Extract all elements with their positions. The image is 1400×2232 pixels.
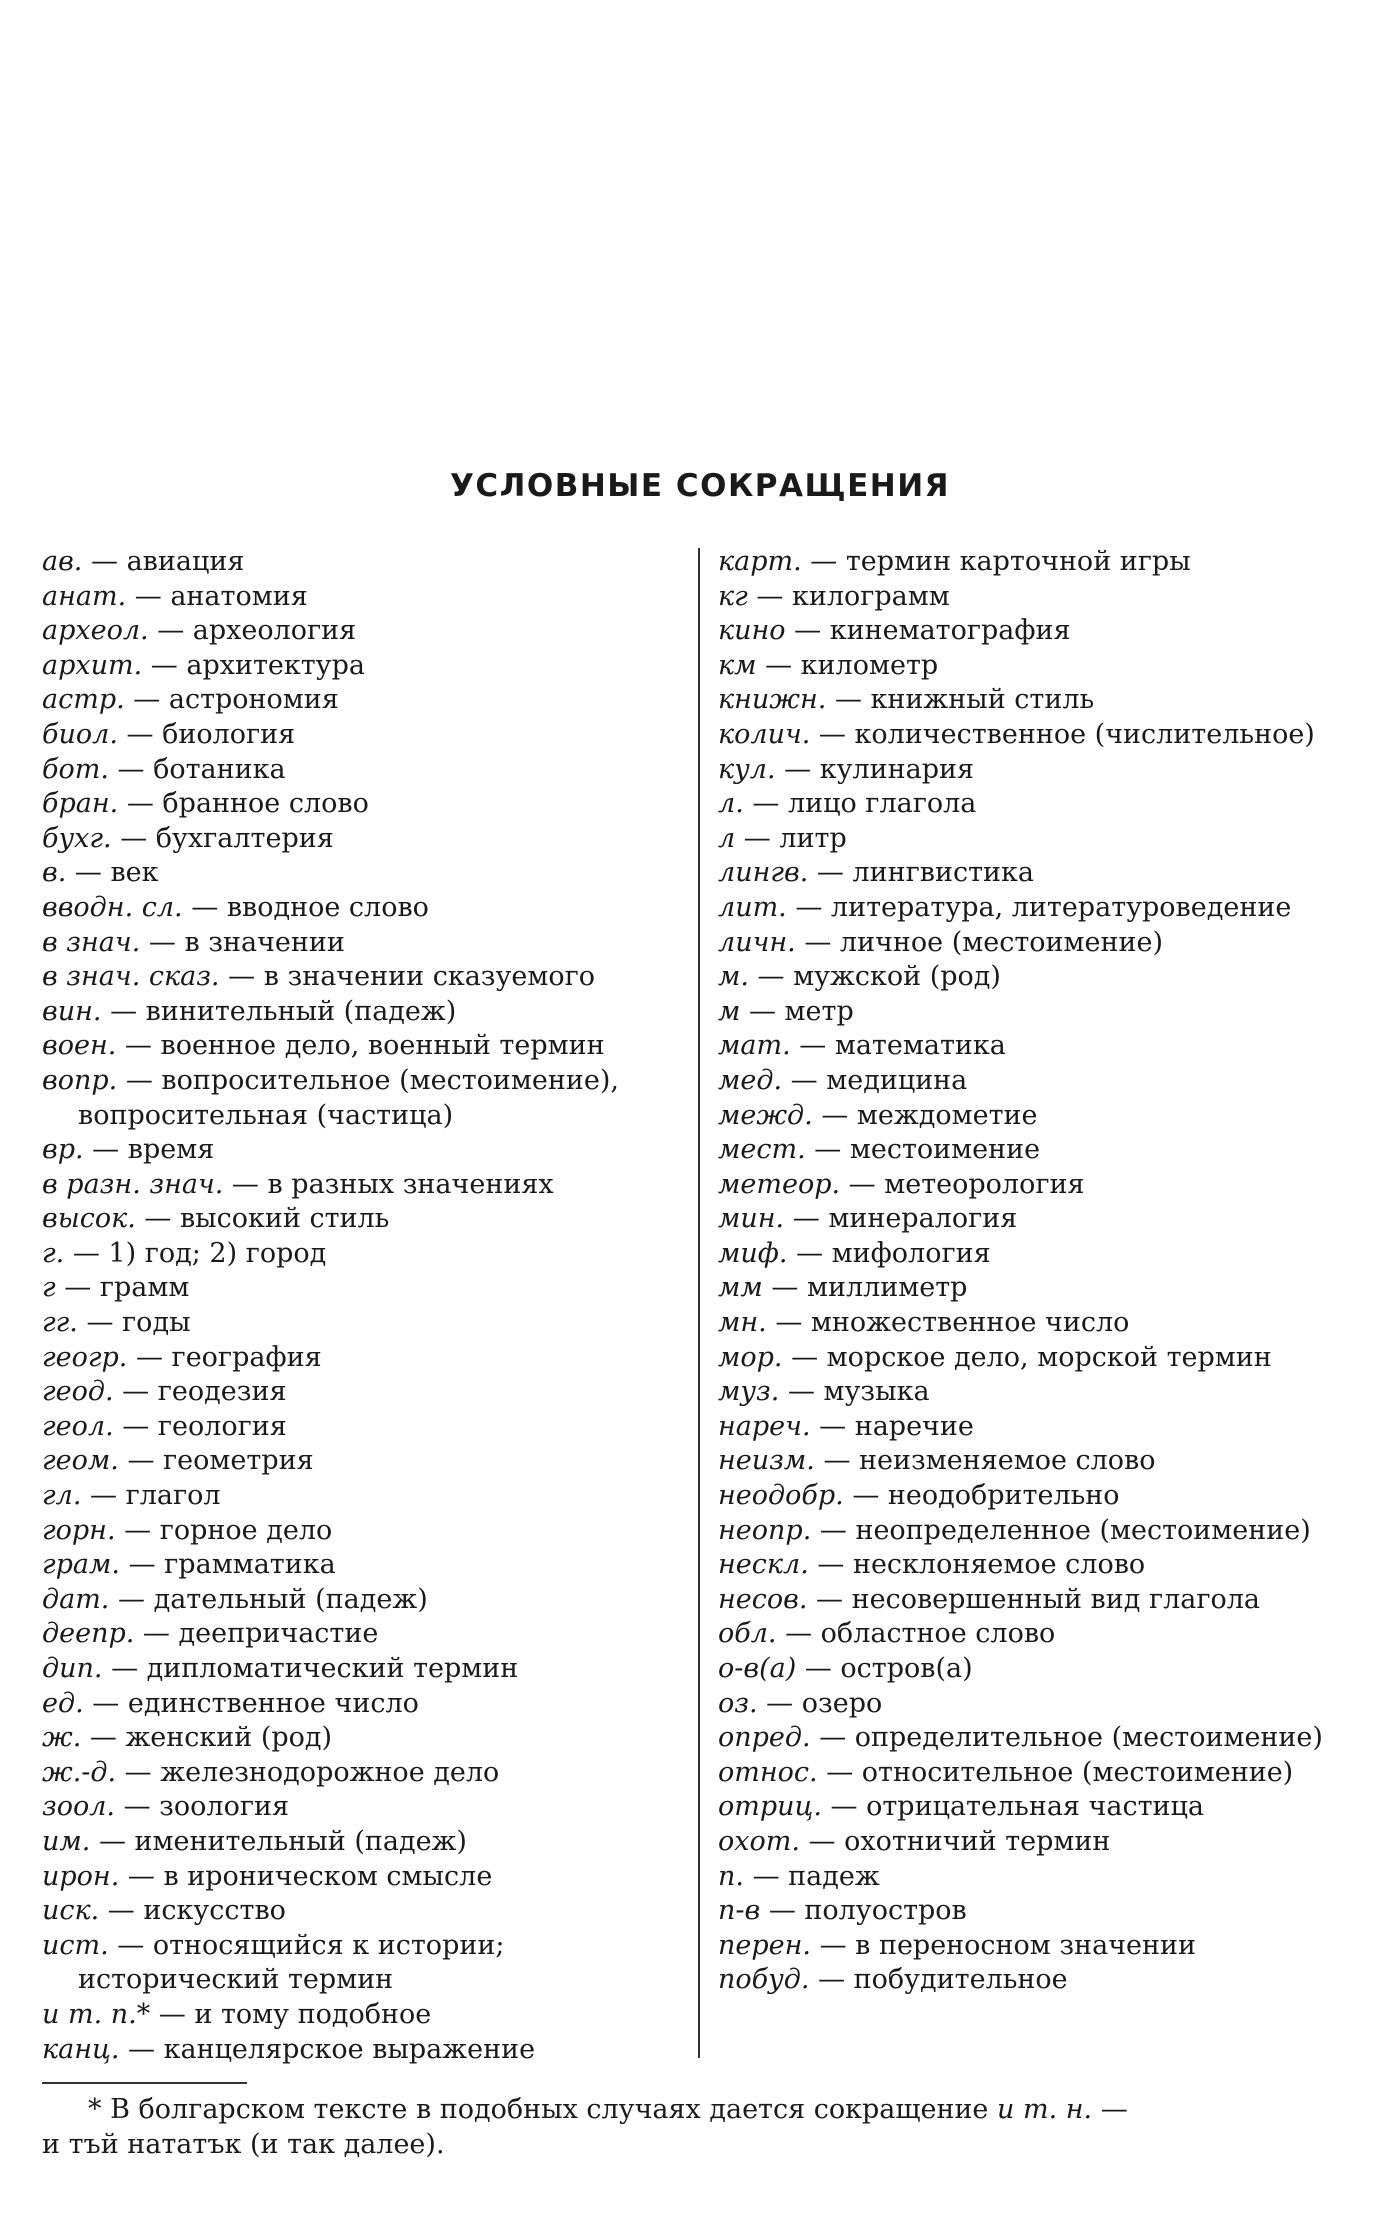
abbreviation-term: побуд. — [718, 1964, 810, 1996]
abbreviation-meaning: — винительный (падеж) — [101, 995, 457, 1027]
abbreviation-term: нареч. — [718, 1410, 811, 1442]
abbreviation-meaning: — неодобрительно — [843, 1480, 1120, 1512]
abbreviation-entry — [42, 1168, 682, 1203]
abbreviation-term: вопр. — [42, 1064, 118, 1096]
abbreviation-meaning: — геология — [113, 1410, 287, 1442]
abbreviation-entry — [718, 683, 1358, 718]
abbreviation-entry — [718, 1099, 1358, 1134]
abbreviation-meaning: — литр — [735, 822, 847, 854]
abbreviation-entry — [42, 1721, 682, 1756]
abbreviation-entry — [718, 1548, 1358, 1583]
abbreviation-term: отриц. — [718, 1791, 822, 1823]
abbreviation-entry — [42, 926, 682, 961]
abbreviation-meaning: — мифология — [787, 1237, 991, 1269]
abbreviation-meaning: — 1) год; 2) город — [64, 1237, 327, 1269]
footnote-rule — [42, 2082, 247, 2084]
abbreviation-meaning: — побудительное — [809, 1964, 1068, 1996]
abbreviation-term: мест. — [718, 1134, 806, 1166]
abbreviation-term: бухг. — [42, 822, 112, 854]
abbreviation-meaning: — километр — [756, 649, 939, 681]
abbreviation-meaning: — горное дело — [115, 1514, 333, 1546]
abbreviation-term: бран. — [42, 788, 119, 820]
abbreviation-meaning: — охотничий термин — [799, 1825, 1111, 1857]
abbreviation-entry — [718, 1410, 1358, 1445]
abbreviation-entry — [42, 649, 682, 684]
abbreviation-term: вин. — [42, 995, 102, 1027]
abbreviation-meaning: — авиация — [82, 546, 245, 577]
abbreviation-term: гл. — [42, 1480, 82, 1512]
abbreviation-meaning: — медицина — [782, 1064, 968, 1096]
abbreviation-meaning: — килограмм — [747, 580, 950, 612]
abbreviation-meaning: — дипломатический термин — [102, 1653, 519, 1684]
abbreviation-entry — [718, 1202, 1358, 1237]
abbreviation-meaning: — остров(а) — [796, 1653, 973, 1684]
abbreviation-meaning: — лицо глагола — [743, 788, 977, 820]
abbreviation-term: вводн. сл. — [42, 891, 183, 923]
abbreviation-entry — [718, 1444, 1358, 1479]
abbreviation-term: археол. — [42, 615, 149, 647]
abbreviation-term: вр. — [42, 1134, 84, 1166]
abbreviation-entry — [42, 1860, 682, 1895]
abbreviation-meaning: — определительное (местоимение) — [810, 1722, 1323, 1754]
abbreviation-term: ист. — [42, 1929, 109, 1961]
abbreviation-meaning: — грамматика — [120, 1549, 336, 1581]
abbreviation-term: относ. — [718, 1756, 818, 1788]
abbreviation-entry — [42, 1514, 682, 1549]
abbreviation-term: неодобр. — [718, 1480, 844, 1512]
page-title: УСЛОВНЫЕ СОКРАЩЕНИЯ — [449, 468, 951, 504]
abbreviation-term: неизм. — [718, 1445, 815, 1477]
abbreviation-term: г. — [42, 1237, 65, 1269]
abbreviation-meaning: — анатомия — [126, 580, 308, 612]
abbreviation-entry — [42, 891, 682, 926]
abbreviation-term: мин. — [718, 1203, 785, 1235]
abbreviation-term: перен. — [718, 1929, 811, 1961]
abbreviation-entry — [718, 1894, 1358, 1929]
abbreviation-entry — [42, 1444, 682, 1479]
abbreviation-entry — [42, 580, 682, 615]
abbreviation-entry — [718, 1963, 1358, 1998]
abbreviation-meaning: — деепричастие — [134, 1618, 379, 1650]
footnote — [42, 2092, 1342, 2162]
abbreviation-meaning: — в значении сказуемого — [219, 961, 596, 993]
abbreviation-term: обл. — [718, 1618, 777, 1650]
abbreviation-term: лит. — [718, 891, 787, 923]
abbreviation-meaning: — в переносном значении — [811, 1929, 1197, 1961]
abbreviation-term: л — [718, 822, 736, 854]
abbreviation-term: охот. — [718, 1825, 800, 1857]
abbreviation-entry — [718, 1687, 1358, 1722]
abbreviation-meaning: — полуостров — [760, 1895, 967, 1927]
abbreviation-term: межд. — [718, 1099, 813, 1131]
abbreviation-term: геол. — [42, 1410, 114, 1442]
abbreviation-meaning: — археология — [148, 615, 357, 647]
abbreviation-entry — [718, 1617, 1358, 1652]
abbreviation-term: им. — [42, 1825, 91, 1857]
abbreviation-term: ед. — [42, 1687, 84, 1719]
abbreviation-meaning: — в значении — [140, 926, 345, 958]
footnote-text: * В болгарском тексте в подобных случаях дается сокращение — [88, 2094, 997, 2125]
abbreviation-meaning: — неопределенное (местоимение) — [811, 1514, 1311, 1546]
abbreviation-term: ирон. — [42, 1860, 120, 1892]
abbreviation-entry — [718, 614, 1358, 649]
abbreviation-term: биол. — [42, 718, 118, 750]
abbreviation-term: ав. — [42, 546, 83, 577]
abbreviation-meaning: — женский (род) — [81, 1722, 333, 1754]
abbreviation-meaning: — грамм — [55, 1272, 190, 1304]
abbreviation-term: воен. — [42, 1030, 117, 1062]
abbreviation-term: кул. — [718, 753, 776, 785]
abbreviation-term: бот. — [42, 753, 109, 785]
abbreviation-term: лингв. — [718, 857, 809, 889]
abbreviation-term: геод. — [42, 1376, 114, 1408]
abbreviation-meaning: — метеорология — [840, 1168, 1085, 1200]
abbreviation-term: кг — [718, 580, 748, 612]
abbreviation-term: ж. — [42, 1722, 82, 1754]
abbreviation-entry — [718, 1790, 1358, 1825]
abbreviation-meaning: — озеро — [757, 1687, 883, 1719]
abbreviation-entry — [718, 753, 1358, 788]
abbreviation-entry — [42, 1548, 682, 1583]
abbreviation-entry — [42, 1133, 682, 1168]
abbreviation-meaning: — несклоняемое слово — [808, 1549, 1146, 1581]
abbreviation-meaning: — местоимение — [805, 1134, 1041, 1166]
abbreviation-entry — [42, 1237, 682, 1272]
abbreviation-entry — [718, 787, 1358, 822]
column-divider — [698, 548, 700, 2058]
abbreviation-meaning: — относительное (местоимение) — [817, 1756, 1294, 1788]
abbreviation-meaning: — метр — [740, 995, 854, 1027]
abbreviation-entry — [718, 1514, 1358, 1549]
abbreviation-term: кино — [718, 615, 786, 647]
abbreviation-term: л. — [718, 788, 744, 820]
abbreviation-term: в знач. — [42, 926, 141, 958]
abbreviation-entry — [42, 1271, 682, 1306]
abbreviation-meaning: — вводное слово — [182, 891, 429, 923]
abbreviation-entry — [42, 614, 682, 649]
abbreviation-entry — [42, 1202, 682, 1237]
abbreviation-meaning: — несовершенный вид глагола — [807, 1583, 1261, 1615]
abbreviation-meaning: — геометрия — [118, 1445, 314, 1477]
abbreviation-meaning: — лингвистика — [808, 857, 1034, 889]
abbreviation-entry — [718, 1756, 1358, 1791]
abbreviation-term: зоол. — [42, 1791, 116, 1823]
abbreviation-entry — [42, 1341, 682, 1376]
abbreviation-entry — [718, 1860, 1358, 1895]
abbreviation-meaning: — количественное (числительное) — [810, 718, 1315, 750]
abbreviation-entry — [718, 1929, 1358, 1964]
abbreviation-meaning: — железнодорожное дело — [116, 1756, 500, 1788]
abbreviation-term: мат. — [718, 1030, 791, 1062]
abbreviation-meaning: — музыка — [779, 1376, 930, 1408]
abbreviation-term: муз. — [718, 1376, 780, 1408]
abbreviation-entry — [42, 856, 682, 891]
abbreviation-meaning: — морское дело, морской термин — [782, 1341, 1272, 1373]
abbreviation-entry — [42, 1790, 682, 1825]
abbreviation-term: п. — [718, 1860, 744, 1892]
abbreviation-meaning: — минералогия — [784, 1203, 1018, 1235]
abbreviation-term: книжн. — [718, 684, 827, 716]
abbreviation-entry — [42, 1479, 682, 1514]
abbreviation-term: оз. — [718, 1687, 758, 1719]
abbreviation-meaning: — множественное число — [766, 1307, 1130, 1339]
abbreviation-term: гг. — [42, 1307, 78, 1339]
abbreviation-term: мор. — [718, 1341, 783, 1373]
abbreviation-meaning: — падеж — [743, 1860, 880, 1892]
abbreviation-entry — [718, 580, 1358, 615]
abbreviation-term: и т. п.* — [42, 1998, 151, 2030]
abbreviation-term: метеор. — [718, 1168, 841, 1200]
abbreviation-term: несов. — [718, 1583, 808, 1615]
abbreviation-entry — [42, 753, 682, 788]
abbreviation-meaning: — кинематография — [785, 615, 1071, 647]
abbreviation-entry — [718, 1271, 1358, 1306]
abbreviation-term: деепр. — [42, 1618, 135, 1650]
abbreviation-meaning: — век — [66, 857, 159, 889]
abbreviation-meaning: — бухгалтерия — [111, 822, 334, 854]
abbreviation-entry — [42, 1306, 682, 1341]
abbreviation-term: в знач. сказ. — [42, 961, 220, 993]
abbreviation-entry — [718, 1583, 1358, 1618]
abbreviation-meaning: — искусство — [99, 1895, 286, 1927]
abbreviation-term: дип. — [42, 1653, 103, 1684]
abbreviation-meaning: — высокий стиль — [135, 1203, 390, 1235]
abbreviation-meaning: — астрономия — [124, 684, 339, 716]
abbreviation-entry — [42, 1894, 682, 1929]
abbreviation-entry — [718, 995, 1358, 1030]
abbreviation-term: архит. — [42, 649, 143, 681]
abbreviation-entry — [42, 960, 682, 995]
abbreviation-term: геогр. — [42, 1341, 128, 1373]
abbreviation-meaning: — наречие — [810, 1410, 974, 1442]
abbreviation-meaning: — годы — [77, 1307, 191, 1339]
abbreviation-term: анат. — [42, 580, 127, 612]
abbreviation-meaning: — миллиметр — [762, 1272, 968, 1304]
abbreviation-term: м. — [718, 961, 749, 993]
abbreviation-term: м — [718, 995, 741, 1027]
abbreviation-entry — [718, 1721, 1358, 1756]
abbreviation-entry — [42, 2033, 682, 2068]
abbreviation-term: миф. — [718, 1237, 788, 1269]
abbreviation-meaning: — математика — [790, 1030, 1006, 1062]
abbreviation-meaning: — география — [127, 1341, 322, 1373]
abbreviation-entry — [42, 1617, 682, 1652]
abbreviation-entry — [42, 1998, 682, 2033]
abbreviation-meaning: — именительный (падеж) — [90, 1825, 467, 1857]
abbreviation-entry — [42, 1583, 682, 1618]
abbreviation-entry — [42, 545, 682, 580]
abbreviation-entry — [42, 1029, 682, 1064]
abbreviation-term: мед. — [718, 1064, 783, 1096]
abbreviation-entry — [42, 1756, 682, 1791]
abbreviation-meaning: — в разных значениях — [223, 1168, 554, 1200]
abbreviation-entry — [718, 1306, 1358, 1341]
abbreviation-meaning: — книжный стиль — [826, 684, 1095, 716]
abbreviation-entry — [718, 718, 1358, 753]
abbreviation-entry — [718, 926, 1358, 961]
abbreviation-term: г — [42, 1272, 56, 1304]
abbreviation-meaning: — мужской (род) — [748, 961, 1001, 993]
abbreviation-term: канц. — [42, 2033, 120, 2065]
abbreviation-term: дат. — [42, 1583, 110, 1615]
abbreviation-term: нескл. — [718, 1549, 809, 1581]
abbreviation-meaning: — вопросительное (местоимение), вопросительная (частица) — [78, 1064, 619, 1131]
abbreviation-term: км — [718, 649, 757, 681]
footnote-line-1 — [42, 2092, 1342, 2127]
abbreviation-meaning: — канцелярское выражение — [119, 2033, 536, 2065]
abbreviation-term: горн. — [42, 1514, 116, 1546]
abbreviation-meaning: — архитектура — [142, 649, 365, 681]
abbreviation-entry — [718, 960, 1358, 995]
abbreviation-term: неопр. — [718, 1514, 812, 1546]
abbreviation-meaning: — кулинария — [775, 753, 975, 785]
abbreviation-meaning: — зоология — [115, 1791, 289, 1823]
abbreviation-entry — [42, 1652, 682, 1687]
abbreviation-entry — [42, 683, 682, 718]
abbreviation-meaning: — междометие — [812, 1099, 1038, 1131]
abbreviations-left-column — [42, 545, 682, 2067]
abbreviation-meaning: — ботаника — [108, 753, 286, 785]
abbreviation-term: высок. — [42, 1203, 136, 1235]
abbreviation-term: мм — [718, 1272, 763, 1304]
abbreviation-term: ж.-д. — [42, 1756, 117, 1788]
abbreviation-meaning: — в ироническом смысле — [119, 1860, 493, 1892]
abbreviation-meaning: — единственное число — [83, 1687, 419, 1719]
abbreviation-entry — [718, 822, 1358, 857]
abbreviation-term: иск. — [42, 1895, 100, 1927]
abbreviation-term: о-в(а) — [718, 1653, 797, 1684]
footnote-line-2: и тъй нататък (и так далее). — [42, 2129, 445, 2160]
abbreviation-term: в разн. знач. — [42, 1168, 224, 1200]
abbreviation-entry — [42, 1375, 682, 1410]
abbreviation-meaning: — термин карточной игры — [801, 546, 1191, 577]
abbreviation-meaning: — относящийся к истории; исторический термин — [78, 1929, 505, 1996]
abbreviation-entry — [718, 649, 1358, 684]
abbreviation-meaning: — отрицательная частица — [821, 1791, 1204, 1823]
abbreviation-entry — [718, 1825, 1358, 1860]
footnote-dash: — — [1092, 2094, 1128, 2125]
abbreviation-entry — [718, 1064, 1358, 1099]
abbreviation-meaning: — неизменяемое слово — [814, 1445, 1156, 1477]
abbreviation-meaning: — биология — [117, 718, 296, 750]
abbreviation-term: мн. — [718, 1307, 767, 1339]
abbreviation-entry — [42, 1687, 682, 1722]
abbreviation-entry — [42, 1825, 682, 1860]
abbreviation-entry — [42, 995, 682, 1030]
abbreviation-meaning: — бранное слово — [118, 788, 369, 820]
abbreviation-term: колич. — [718, 718, 811, 750]
abbreviation-term: опред. — [718, 1722, 811, 1754]
abbreviation-entry — [718, 1133, 1358, 1168]
footnote-abbr: и т. н. — [997, 2094, 1093, 2125]
abbreviation-entry — [718, 1479, 1358, 1514]
abbreviation-entry — [42, 787, 682, 822]
abbreviation-entry — [718, 1029, 1358, 1064]
abbreviation-meaning: — дательный (падеж) — [109, 1583, 428, 1615]
abbreviation-entry — [718, 1375, 1358, 1410]
abbreviation-entry — [718, 856, 1358, 891]
abbreviation-entry — [42, 1064, 682, 1133]
abbreviation-entry — [718, 1168, 1358, 1203]
abbreviation-entry — [718, 891, 1358, 926]
abbreviation-entry — [718, 545, 1358, 580]
abbreviation-entry — [42, 822, 682, 857]
abbreviation-term: геом. — [42, 1445, 119, 1477]
abbreviation-entry — [42, 718, 682, 753]
abbreviation-meaning: — литература, литературоведение — [786, 891, 1292, 923]
abbreviation-term: карт. — [718, 546, 802, 577]
abbreviation-entry — [42, 1929, 682, 1998]
abbreviation-term: в. — [42, 857, 67, 889]
abbreviation-entry — [718, 1237, 1358, 1272]
abbreviations-right-column — [718, 545, 1358, 1998]
abbreviation-term: п-в — [718, 1895, 761, 1927]
abbreviation-meaning: — и тому подобное — [150, 1998, 432, 2030]
abbreviation-meaning: — время — [83, 1134, 215, 1166]
abbreviation-meaning: — областное слово — [776, 1618, 1056, 1650]
abbreviation-meaning: — глагол — [81, 1480, 221, 1512]
abbreviation-meaning: — личное (местоимение) — [795, 926, 1164, 958]
abbreviation-entry — [42, 1410, 682, 1445]
abbreviation-entry — [718, 1652, 1358, 1687]
abbreviation-meaning: — геодезия — [113, 1376, 287, 1408]
abbreviation-term: личн. — [718, 926, 796, 958]
abbreviation-entry — [718, 1341, 1358, 1376]
abbreviation-term: астр. — [42, 684, 125, 716]
abbreviation-meaning: — военное дело, военный термин — [116, 1030, 605, 1062]
abbreviation-term: грам. — [42, 1549, 120, 1581]
